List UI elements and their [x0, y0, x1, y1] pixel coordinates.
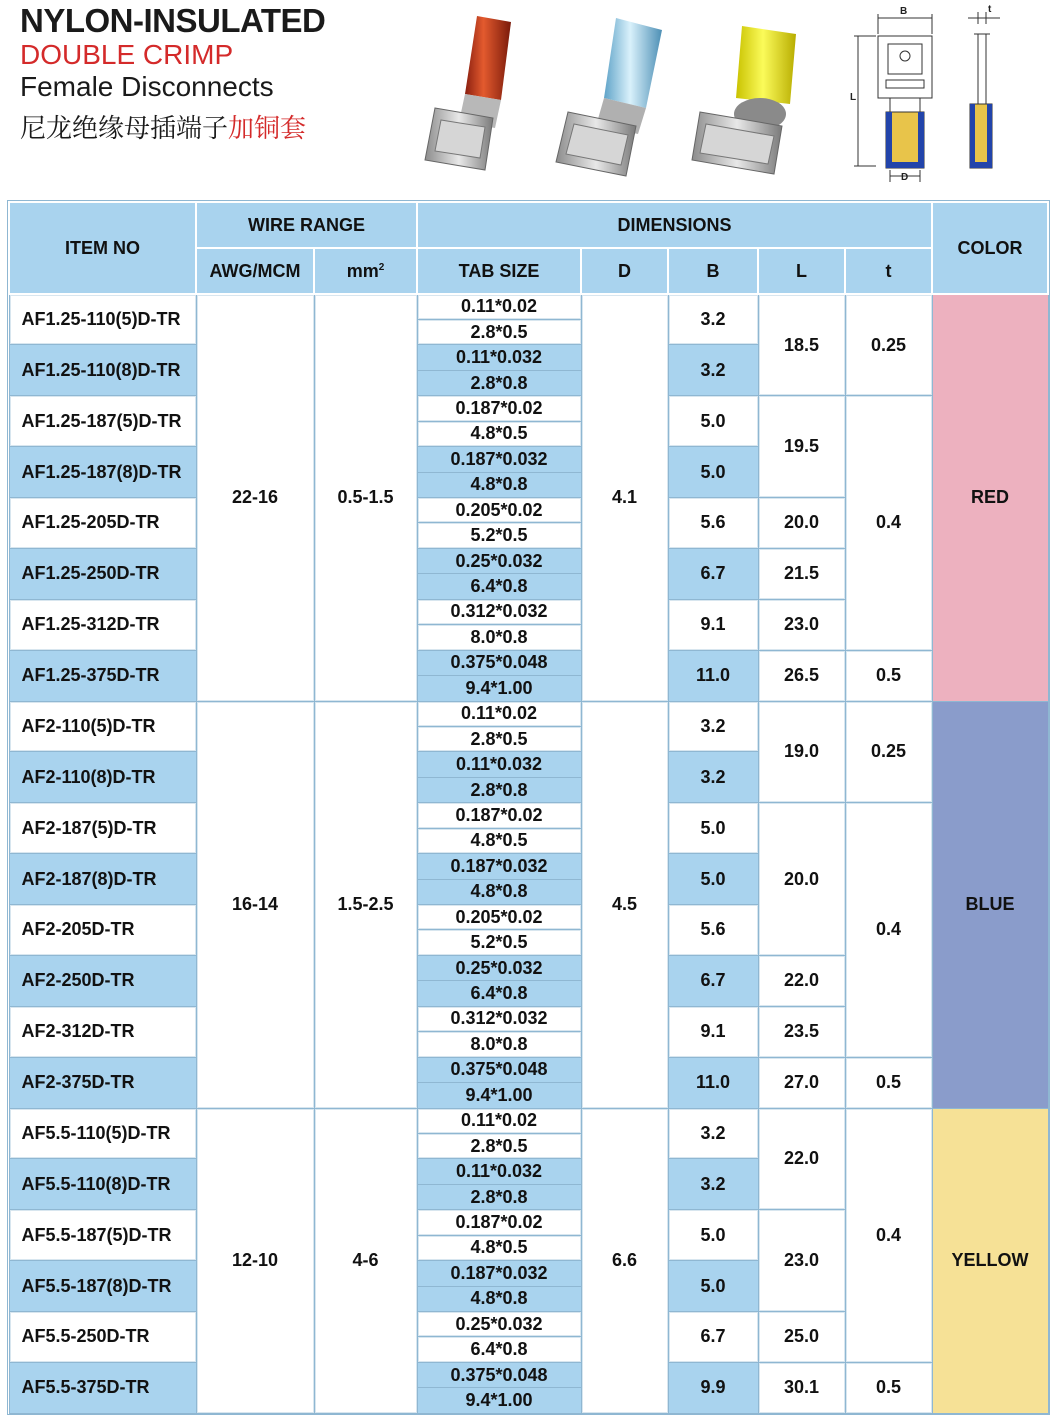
tab-size-cell: 0.375*0.048: [417, 1057, 581, 1082]
tab-size-cell: 2.8*0.8: [417, 1184, 581, 1209]
tab-size-cell: 0.375*0.048: [417, 1362, 581, 1387]
item-no-cell: AF1.25-110(5)D-TR: [9, 294, 196, 345]
l-cell: 19.0: [758, 701, 845, 803]
l-cell: 27.0: [758, 1057, 845, 1108]
b-cell: 5.0: [668, 396, 758, 447]
title-line-2: DOUBLE CRIMP: [20, 39, 234, 70]
header-tab-size: TAB SIZE: [417, 248, 581, 294]
tab-size-cell: 0.187*0.032: [417, 1261, 581, 1286]
mm2-cell: 4-6: [314, 1108, 417, 1413]
tab-size-cell: 0.187*0.032: [417, 447, 581, 472]
b-cell: 3.2: [668, 701, 758, 752]
tab-size-cell: 0.25*0.032: [417, 548, 581, 573]
t-cell: 0.5: [845, 1057, 932, 1108]
d-cell: 4.5: [581, 701, 668, 1108]
b-cell: 5.6: [668, 905, 758, 956]
tab-size-cell: 0.11*0.032: [417, 752, 581, 777]
tab-size-cell: 0.25*0.032: [417, 955, 581, 980]
l-cell: 22.0: [758, 955, 845, 1006]
b-cell: 3.2: [668, 1159, 758, 1210]
tab-size-cell: 4.8*0.8: [417, 472, 581, 497]
item-no-cell: AF2-312D-TR: [9, 1006, 196, 1057]
table-header: [9, 202, 1048, 294]
header-mm2: $mm^2$: [314, 248, 417, 294]
title-line-4: [20, 108, 306, 145]
tab-size-cell: 4.8*0.5: [417, 421, 581, 446]
item-no-cell: AF5.5-250D-TR: [9, 1312, 196, 1363]
drawing-label-l: L: [850, 92, 857, 103]
header-color: COLOR: [932, 202, 1048, 294]
item-no-cell: AF2-110(5)D-TR: [9, 701, 196, 752]
t-cell: 0.4: [845, 1108, 932, 1362]
tab-size-cell: 0.375*0.048: [417, 650, 581, 675]
awg-cell: 22-16: [196, 294, 314, 701]
tab-size-cell: 6.4*0.8: [417, 574, 581, 599]
header-t: t: [845, 248, 932, 294]
l-cell: 21.5: [758, 548, 845, 599]
title-cn-accent: 加铜套: [228, 114, 307, 144]
tab-size-cell: 0.312*0.032: [417, 1006, 581, 1031]
tab-size-cell: 0.11*0.02: [417, 294, 581, 319]
l-cell: 20.0: [758, 803, 845, 956]
item-no-cell: AF1.25-187(5)D-TR: [9, 396, 196, 447]
tab-size-cell: 5.2*0.5: [417, 523, 581, 548]
item-no-cell: AF1.25-110(8)D-TR: [9, 345, 196, 396]
item-no-cell: AF2-250D-TR: [9, 955, 196, 1006]
b-cell: 3.2: [668, 345, 758, 396]
b-cell: 9.1: [668, 1006, 758, 1057]
b-cell: 5.6: [668, 498, 758, 549]
tab-size-cell: 4.8*0.5: [417, 1235, 581, 1260]
item-no-cell: AF2-110(8)D-TR: [9, 752, 196, 803]
b-cell: 6.7: [668, 955, 758, 1006]
tab-size-cell: 8.0*0.8: [417, 1032, 581, 1057]
tab-size-cell: 0.11*0.02: [417, 1108, 581, 1133]
item-no-cell: AF5.5-187(8)D-TR: [9, 1261, 196, 1312]
b-cell: 3.2: [668, 1108, 758, 1159]
tab-size-cell: 2.8*0.8: [417, 777, 581, 802]
awg-cell: 12-10: [196, 1108, 314, 1413]
tab-size-cell: 0.312*0.032: [417, 599, 581, 624]
l-cell: 23.5: [758, 1006, 845, 1057]
tab-size-cell: 9.4*1.00: [417, 676, 581, 701]
b-cell: 5.0: [668, 803, 758, 854]
tab-size-cell: 8.0*0.8: [417, 625, 581, 650]
b-cell: 11.0: [668, 1057, 758, 1108]
color-cell-yellow: YELLOW: [932, 1108, 1048, 1413]
item-no-cell: AF1.25-375D-TR: [9, 650, 196, 701]
header-l: L: [758, 248, 845, 294]
d-cell: 6.6: [581, 1108, 668, 1413]
tab-size-cell: 0.205*0.02: [417, 498, 581, 523]
tab-size-cell: 2.8*0.5: [417, 726, 581, 751]
item-no-cell: AF1.25-250D-TR: [9, 548, 196, 599]
tab-size-cell: 9.4*1.00: [417, 1388, 581, 1413]
color-cell-blue: BLUE: [932, 701, 1048, 1108]
tab-size-cell: 4.8*0.8: [417, 1286, 581, 1311]
b-cell: 5.0: [668, 447, 758, 498]
tab-size-cell: 4.8*0.5: [417, 828, 581, 853]
item-no-cell: AF2-187(5)D-TR: [9, 803, 196, 854]
mm2-cell: 0.5-1.5: [314, 294, 417, 701]
item-no-cell: AF5.5-187(5)D-TR: [9, 1210, 196, 1261]
b-cell: 9.1: [668, 599, 758, 650]
tab-size-cell: 0.187*0.02: [417, 803, 581, 828]
tab-size-cell: 9.4*1.00: [417, 1083, 581, 1108]
b-cell: 6.7: [668, 1312, 758, 1363]
mm2-cell: 1.5-2.5: [314, 701, 417, 1108]
item-no-cell: AF5.5-110(5)D-TR: [9, 1108, 196, 1159]
item-no-cell: AF1.25-187(8)D-TR: [9, 447, 196, 498]
tab-size-cell: 0.11*0.032: [417, 1159, 581, 1184]
l-cell: 19.5: [758, 396, 845, 498]
item-no-cell: AF5.5-110(8)D-TR: [9, 1159, 196, 1210]
drawing-label-b: B: [900, 6, 908, 17]
t-cell: 0.25: [845, 701, 932, 803]
title-line-3: Female Disconnects: [20, 71, 274, 102]
drawing-label-t: t: [988, 4, 992, 15]
t-cell: 0.5: [845, 650, 932, 701]
tab-size-cell: 0.11*0.032: [417, 345, 581, 370]
b-cell: 6.7: [668, 548, 758, 599]
l-cell: 23.0: [758, 599, 845, 650]
red-terminal-image: [415, 8, 525, 173]
header-item-no: ITEM NO: [9, 202, 196, 294]
b-cell: 3.2: [668, 752, 758, 803]
dimension-drawing: [850, 4, 1030, 186]
tab-size-cell: 0.25*0.032: [417, 1312, 581, 1337]
header-awg: AWG/MCM: [196, 248, 314, 294]
tab-size-cell: 0.205*0.02: [417, 905, 581, 930]
item-no-cell: AF2-187(8)D-TR: [9, 854, 196, 905]
l-cell: 22.0: [758, 1108, 845, 1210]
tab-size-cell: 0.11*0.02: [417, 701, 581, 726]
tab-size-cell: 5.2*0.5: [417, 930, 581, 955]
tab-size-cell: 0.187*0.02: [417, 396, 581, 421]
yellow-terminal-image: [690, 8, 815, 178]
item-no-cell: AF2-205D-TR: [9, 905, 196, 956]
title-line-1: NYLON-INSULATED: [20, 2, 326, 39]
l-cell: 20.0: [758, 498, 845, 549]
l-cell: 26.5: [758, 650, 845, 701]
header-b: B: [668, 248, 758, 294]
tab-size-cell: 2.8*0.5: [417, 1133, 581, 1158]
t-cell: 0.4: [845, 396, 932, 650]
drawing-label-d: D: [901, 172, 909, 183]
tab-size-cell: 6.4*0.8: [417, 1337, 581, 1362]
l-cell: 25.0: [758, 1312, 845, 1363]
t-cell: 0.4: [845, 803, 932, 1057]
b-cell: 5.0: [668, 854, 758, 905]
tab-size-cell: 0.187*0.02: [417, 1210, 581, 1235]
b-cell: 9.9: [668, 1362, 758, 1413]
item-no-cell: AF1.25-312D-TR: [9, 599, 196, 650]
tab-size-cell: 0.187*0.032: [417, 854, 581, 879]
awg-cell: 16-14: [196, 701, 314, 1108]
item-no-cell: AF2-375D-TR: [9, 1057, 196, 1108]
b-cell: 3.2: [668, 294, 758, 345]
tab-size-cell: 2.8*0.5: [417, 319, 581, 344]
item-no-cell: AF5.5-375D-TR: [9, 1362, 196, 1413]
d-cell: 4.1: [581, 294, 668, 701]
title-cn-main: 尼龙绝缘母插端子: [20, 114, 229, 144]
l-cell: 30.1: [758, 1362, 845, 1413]
b-cell: 11.0: [668, 650, 758, 701]
l-cell: 23.0: [758, 1210, 845, 1312]
spec-table: [8, 201, 1049, 1414]
t-cell: 0.25: [845, 294, 932, 396]
blue-terminal-image: [550, 8, 675, 178]
tab-size-cell: 6.4*0.8: [417, 981, 581, 1006]
page-header: [0, 0, 1050, 200]
tab-size-cell: 4.8*0.8: [417, 879, 581, 904]
b-cell: 5.0: [668, 1210, 758, 1261]
header-d: D: [581, 248, 668, 294]
header-wire-range: WIRE RANGE: [196, 202, 417, 248]
tab-size-cell: 2.8*0.8: [417, 370, 581, 395]
t-cell: 0.5: [845, 1362, 932, 1413]
header-dimensions: DIMENSIONS: [417, 202, 932, 248]
item-no-cell: AF1.25-205D-TR: [9, 498, 196, 549]
l-cell: 18.5: [758, 294, 845, 396]
b-cell: 5.0: [668, 1261, 758, 1312]
table-body: [9, 294, 1048, 1413]
color-cell-red: RED: [932, 294, 1048, 701]
